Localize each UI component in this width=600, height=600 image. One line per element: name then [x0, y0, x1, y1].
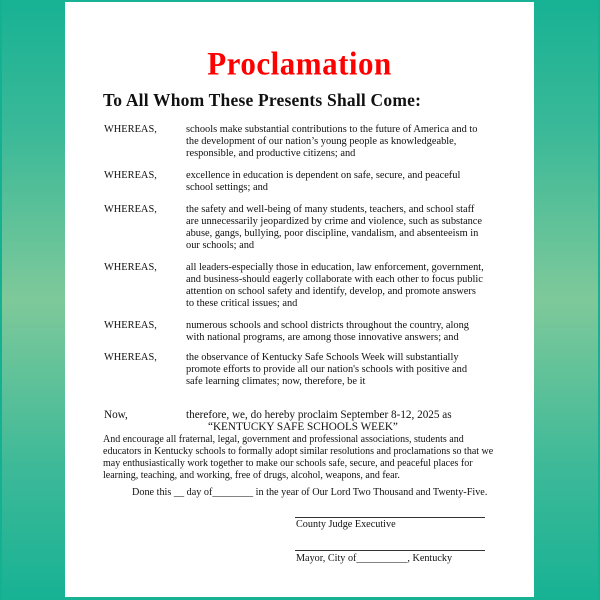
page-title: Proclamation	[207, 45, 392, 82]
signature-line-judge	[295, 517, 485, 518]
clause-text: the observance of Kentucky Safe Schools Week will substantially promote efforts to provide all our nation's schools with positive and safe learning climates; now, therefore, be it	[186, 352, 468, 387]
signature-label-judge: County Judge Executive	[296, 519, 396, 530]
event-name: “KENTUCKY SAFE SCHOOLS WEEK”	[208, 421, 398, 433]
encouragement-paragraph: And encourage all fraternal, legal, government and professional associations, students and educators in Kentucky schools to formally adopt similar resolutions and proclamations so that we may enthusiastically work together to make our schools safe, secure, and peaceful places for learning, teaching, and working, free of drugs, alcohol, weapons, and fear.	[103, 434, 494, 481]
clause-text: the safety and well-being of many students, teachers, and school staff are unnecessarily jeopardized by crime and violence, such as substance abuse, gangs, bullying, poor discipline, vandalism, and absenteeism in our schools; and	[186, 204, 483, 251]
signature-label-mayor: Mayor, City of__________, Kentucky	[296, 553, 453, 564]
proclamation-page	[65, 2, 534, 597]
clause-text: schools make substantial contributions to the future of America and to the development of our nation’s young people as knowledgeable, responsible, and productive citizens; and	[186, 124, 478, 159]
clause-text: all leaders-especially those in education, law enforcement, government, and business-should eagerly collaborate with each other to focus public attention on school safety and identify, develop, and promote answers to these critical issues; and	[186, 262, 484, 309]
clause-text: numerous schools and school districts throughout the country, along with national programs, are among those innovative answers; and	[186, 320, 470, 343]
proclamation-text: therefore, we, do hereby proclaim September 8-12, 2025 as	[186, 409, 452, 421]
clause-label: WHEREAS,	[104, 352, 157, 363]
clause-label: WHEREAS,	[104, 262, 157, 273]
salutation-heading: To All Whom These Presents Shall Come:	[103, 90, 422, 110]
clause-text: excellence in education is dependent on safe, secure, and peaceful school settings; and	[186, 170, 461, 193]
clause-label: WHEREAS,	[104, 320, 157, 331]
now-label: Now,	[104, 409, 128, 421]
clause-label: WHEREAS,	[104, 170, 157, 181]
background-edge-left	[0, 0, 2, 600]
signature-line-mayor	[295, 550, 485, 551]
clause-label: WHEREAS,	[104, 204, 157, 215]
clause-label: WHEREAS,	[104, 124, 157, 135]
done-this-line: Done this __ day of________ in the year of Our Lord Two Thousand and Twenty-Five.	[132, 487, 488, 498]
